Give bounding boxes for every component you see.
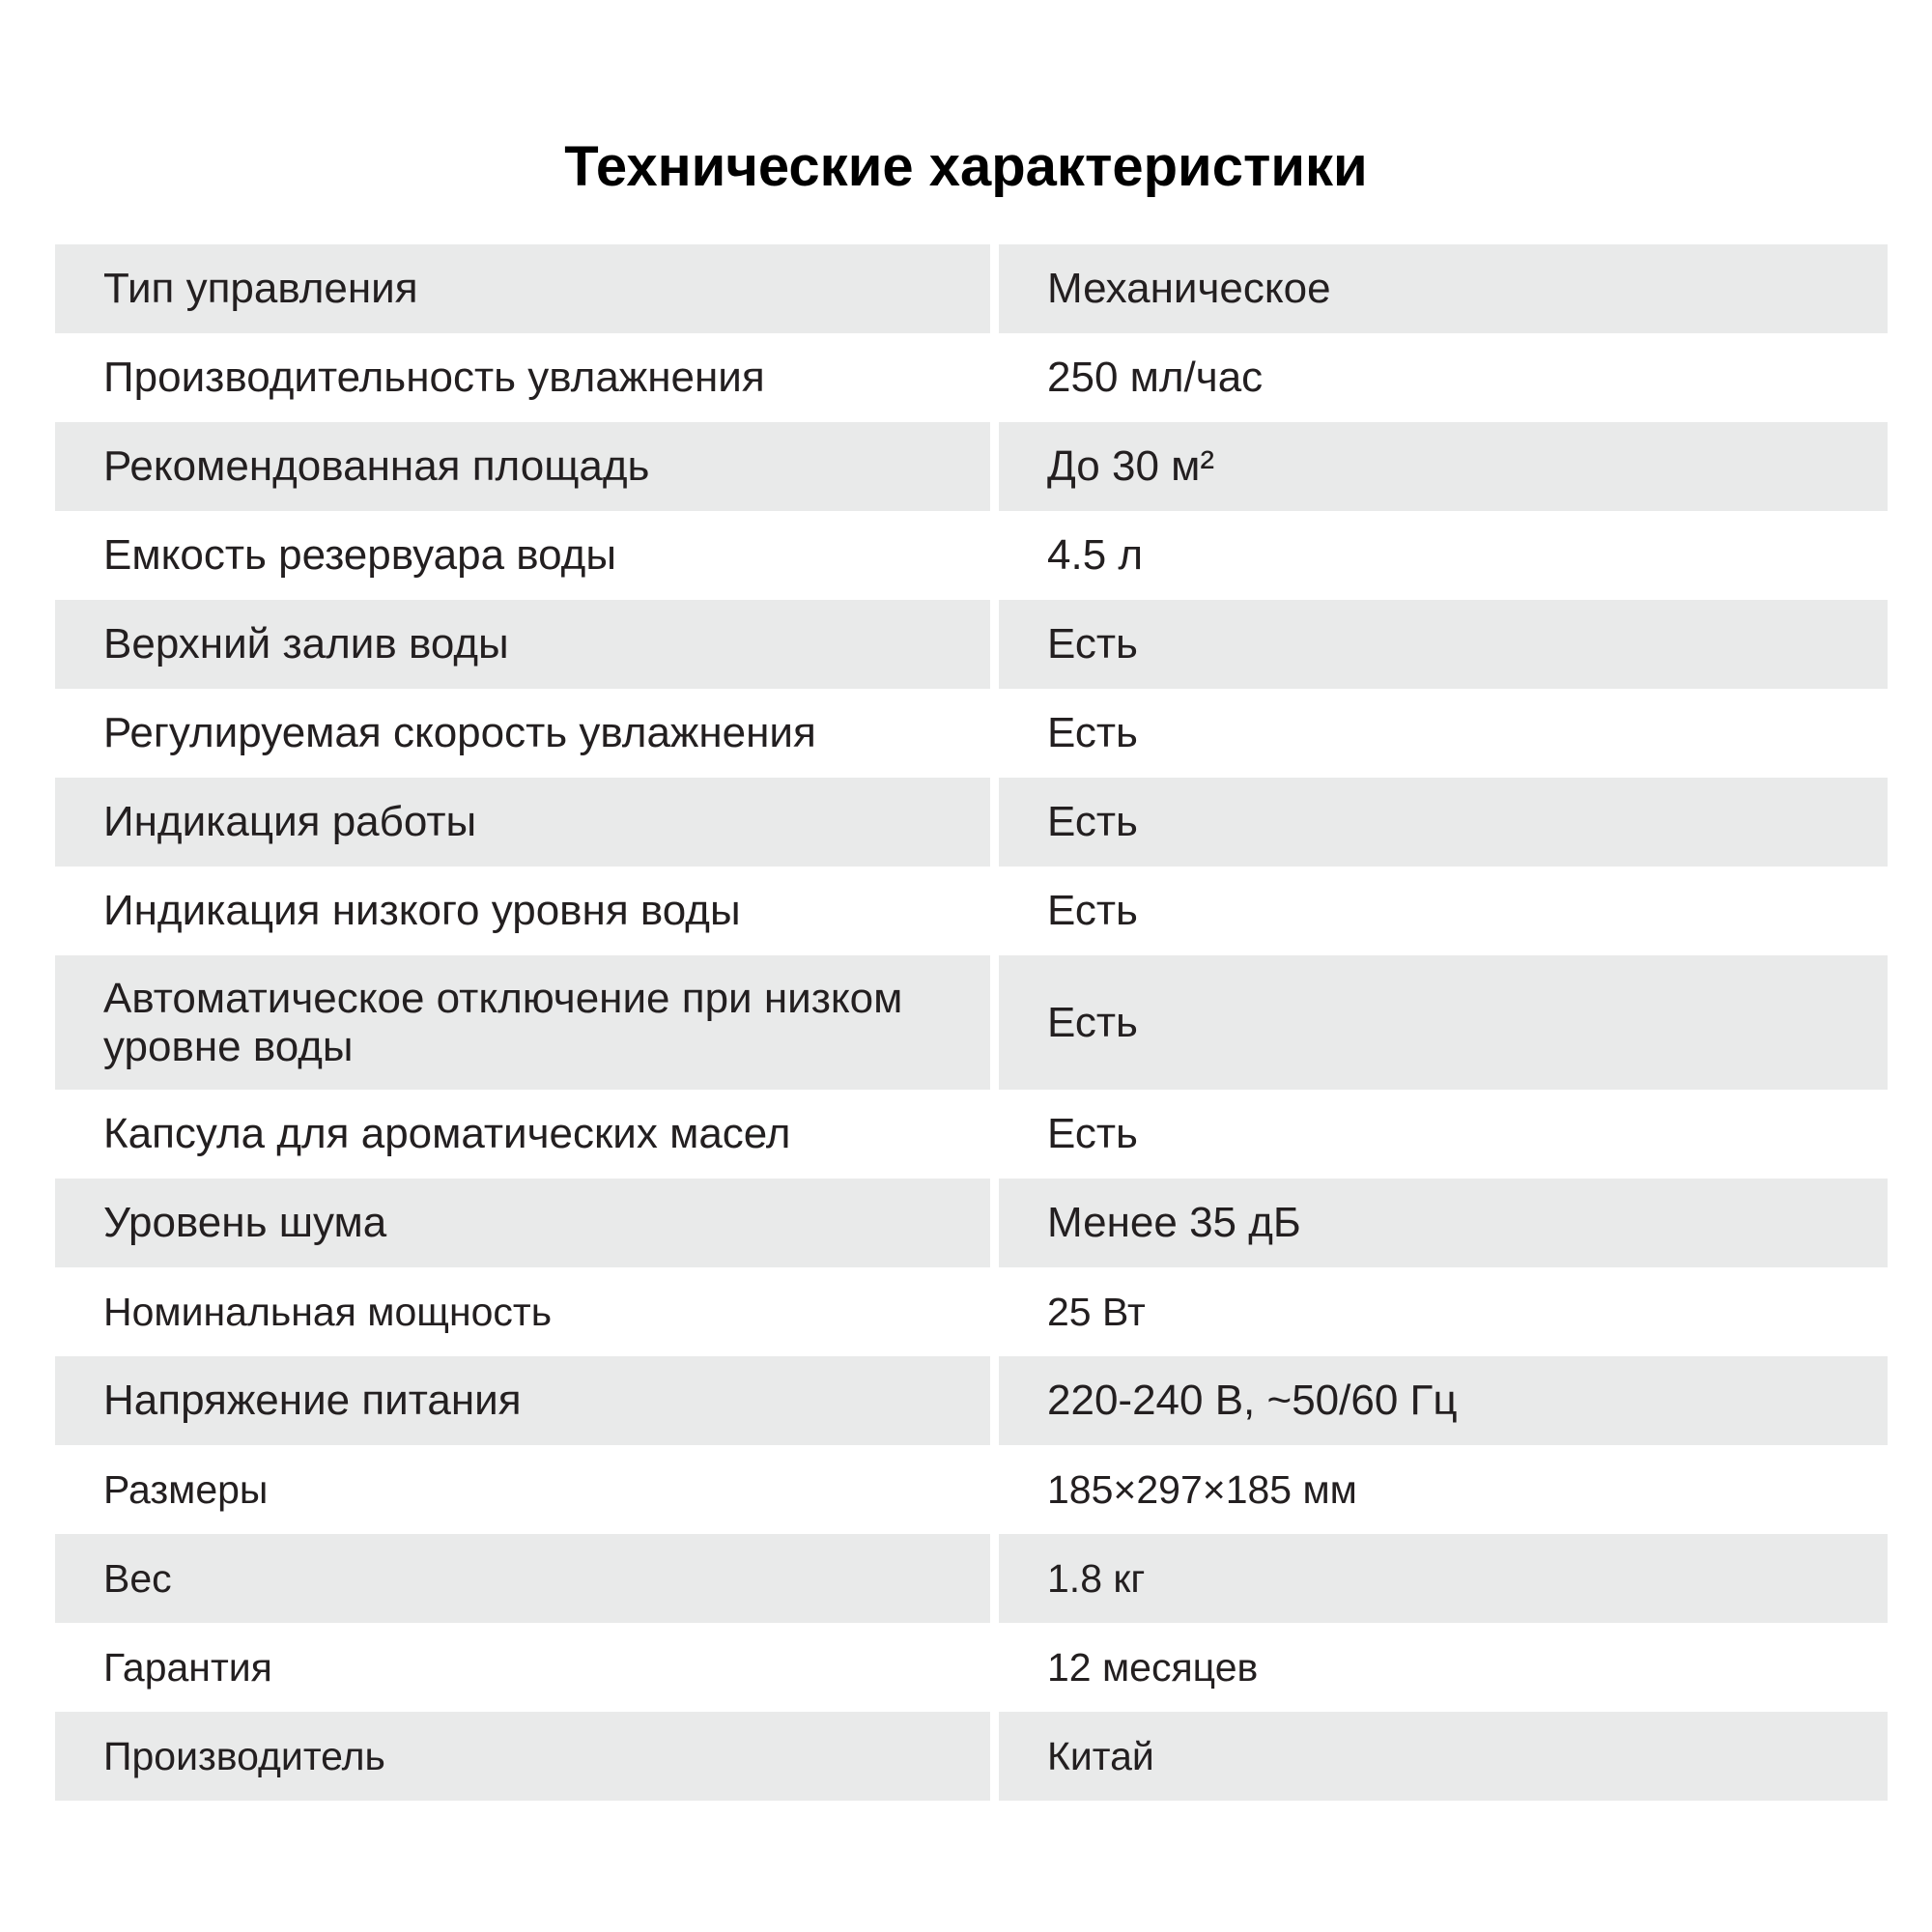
spec-name-text: Индикация низкого уровня воды: [103, 887, 741, 934]
spec-value-text: 25 Вт: [1047, 1290, 1146, 1334]
spec-value: [999, 600, 1888, 689]
spec-value-text: Есть: [1047, 887, 1138, 934]
spec-name-text: Производитель: [103, 1734, 385, 1778]
spec-value-text: Есть: [1047, 1110, 1138, 1157]
spec-name: [55, 1267, 990, 1356]
spec-value: [999, 333, 1888, 422]
spec-name: [55, 422, 990, 511]
spec-row-supply-voltage: [55, 1356, 1888, 1445]
spec-name-text: Размеры: [103, 1467, 269, 1512]
spec-value: [999, 1445, 1888, 1534]
spec-row-manufacturer: [55, 1712, 1888, 1801]
spec-name-text: Номинальная мощность: [103, 1290, 553, 1334]
spec-value-text: 185×297×185 мм: [1047, 1467, 1357, 1512]
spec-name: [55, 333, 990, 422]
spec-value: [999, 1712, 1888, 1801]
spec-name-text: Гарантия: [103, 1645, 272, 1690]
spec-name: [55, 600, 990, 689]
spec-value-text: 12 месяцев: [1047, 1645, 1259, 1690]
spec-value-text: 250 мл/час: [1047, 354, 1264, 401]
spec-value: [999, 1267, 1888, 1356]
spec-row-rated-power: [55, 1267, 1888, 1356]
spec-value: [999, 1623, 1888, 1712]
spec-row-low-water-indicator: [55, 867, 1888, 955]
spec-name-text: Вес: [103, 1556, 172, 1601]
spec-row-auto-shutoff: [55, 955, 1888, 1090]
spec-name-text: Тип управления: [103, 265, 418, 312]
spec-name-text: Емкость резервуара воды: [103, 531, 616, 579]
spec-name: [55, 1712, 990, 1801]
spec-name: [55, 778, 990, 867]
spec-row-top-fill: [55, 600, 1888, 689]
spec-row-weight: [55, 1534, 1888, 1623]
spec-value: [999, 422, 1888, 511]
spec-name: [55, 1445, 990, 1534]
spec-row-control-type: [55, 244, 1888, 333]
spec-value-text: Китай: [1047, 1734, 1154, 1778]
spec-value-text: Есть: [1047, 798, 1138, 845]
spec-row-operation-indicator: [55, 778, 1888, 867]
spec-row-humidification-output: [55, 333, 1888, 422]
spec-value: [999, 244, 1888, 333]
spec-value-text: 220-240 В, ~50/60 Гц: [1047, 1377, 1458, 1424]
spec-name: [55, 689, 990, 778]
spec-row-tank-capacity: [55, 511, 1888, 600]
spec-value: [999, 867, 1888, 955]
spec-row-warranty: [55, 1623, 1888, 1712]
spec-name-text: Индикация работы: [103, 798, 477, 845]
spec-name: [55, 511, 990, 600]
spec-value-text: Есть: [1047, 998, 1138, 1046]
spec-name-text: Автоматическое отключение при низком уровне воды: [103, 974, 903, 1070]
spec-name: [55, 1179, 990, 1267]
spec-value: [999, 689, 1888, 778]
spec-value-text: Механическое: [1047, 265, 1331, 312]
spec-value-text: До 30 м²: [1047, 442, 1215, 490]
spec-name-text: Верхний залив воды: [103, 620, 509, 668]
spec-value: [999, 778, 1888, 867]
spec-row-adjustable-speed: [55, 689, 1888, 778]
spec-value-text: 4.5 л: [1047, 531, 1144, 579]
spec-value: [999, 955, 1888, 1090]
spec-value-text: 1.8 кг: [1047, 1556, 1146, 1601]
spec-value: [999, 1534, 1888, 1623]
spec-row-noise-level: [55, 1179, 1888, 1267]
spec-value-text: Менее 35 дБ: [1047, 1199, 1301, 1246]
spec-name: [55, 1623, 990, 1712]
spec-table: [55, 244, 1888, 1801]
spec-name: [55, 1534, 990, 1623]
spec-name-text: Уровень шума: [103, 1199, 387, 1246]
spec-value-text: Есть: [1047, 709, 1138, 756]
spec-row-dimensions: [55, 1445, 1888, 1534]
spec-name: [55, 955, 990, 1090]
spec-name-text: Производительность увлажнения: [103, 354, 765, 401]
spec-row-recommended-area: [55, 422, 1888, 511]
spec-value: [999, 1179, 1888, 1267]
spec-name-text: Регулируемая скорость увлажнения: [103, 709, 816, 756]
spec-row-aroma-capsule: [55, 1090, 1888, 1179]
spec-value: [999, 1090, 1888, 1179]
spec-name: [55, 1090, 990, 1179]
spec-name-text: Напряжение питания: [103, 1377, 522, 1424]
spec-value: [999, 511, 1888, 600]
spec-name-text: Рекомендованная площадь: [103, 442, 650, 490]
spec-name: [55, 244, 990, 333]
spec-value-text: Есть: [1047, 620, 1138, 668]
page-title: Технические характеристики: [564, 135, 1368, 198]
spec-name: [55, 1356, 990, 1445]
spec-name-text: Капсула для ароматических масел: [103, 1110, 791, 1157]
spec-value: [999, 1356, 1888, 1445]
spec-name: [55, 867, 990, 955]
